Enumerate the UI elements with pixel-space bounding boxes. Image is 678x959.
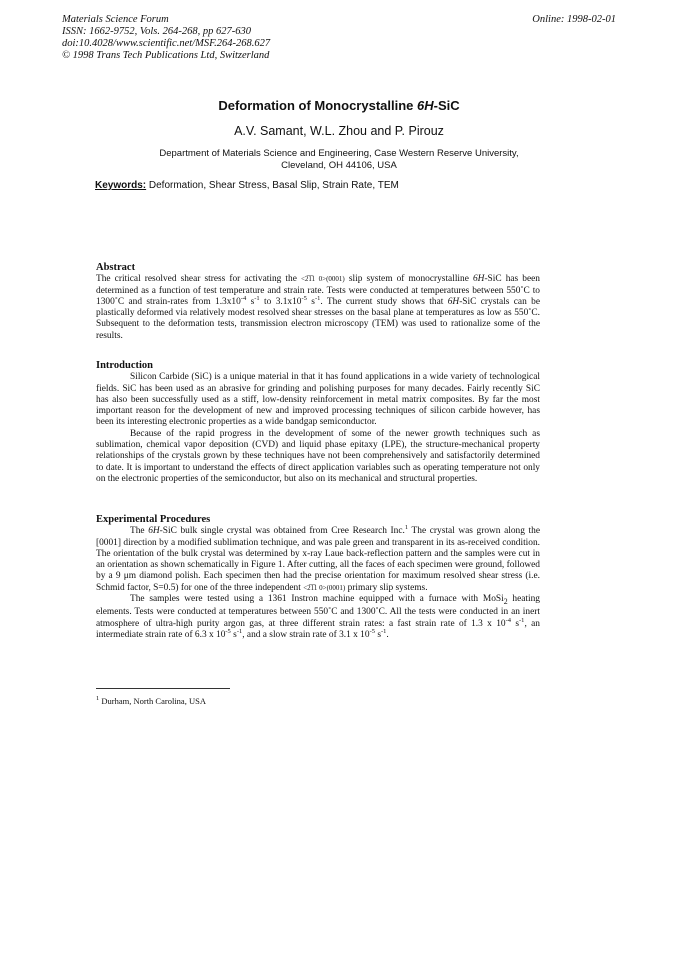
exponent: -1 [236, 627, 243, 635]
exponent: -1 [314, 294, 321, 302]
footnote-mark[interactable]: 1 [404, 524, 409, 532]
text-run: , and a slow strain rate of 3.1 x 10 [242, 629, 370, 640]
affiliation-line: Cleveland, OH 44106, USA [281, 160, 397, 171]
exponent: -1 [254, 294, 260, 302]
exponent: -4 [505, 616, 512, 624]
abstract-text [96, 274, 540, 342]
exponent: -1 [519, 616, 525, 624]
affiliation-line: Department of Materials Science and Engineering, Case Western Reserve University, [159, 148, 519, 159]
footnote-text: Durham, North Carolina, USA [99, 696, 206, 706]
text-run: slip system of monocrystalline [344, 274, 473, 285]
text-run: The [130, 526, 149, 537]
footnote-divider [96, 688, 230, 689]
experimental-heading: Experimental Procedures [96, 514, 211, 525]
slip-system: <2̅1̅1 0>(0001) [300, 275, 345, 284]
text-run: -SiC has been determined as a function of test temperature and strain rate. Tests were conducted at temperatures between 550˚C to 1300˚C and strain-rates from 1.3x10 [96, 274, 540, 307]
polytype: 6H [472, 274, 485, 285]
title-polytype: 6H [417, 98, 434, 113]
title-text: Deformation of Monocrystalline [218, 98, 417, 113]
journal-name: Materials Science Forum [62, 14, 169, 25]
text-run: The crystal was grown along the [0001] direction by a modified sublimation technique, and was pale green and transparent in its as-received condition. The orientation of the bulk crystal was determined by x-ray Laue back-reflection pattern and the samples were cut in an orientation as shown schematically in Figure 1. After cutting, all the faces of each specimen were ground, followed by a 9 μm diamond polish. Each specimen then had the precise orientation for maximum resolved shear stress (i.e. Schmid factor, S=0.5) for one of the three independent [96, 526, 540, 593]
copyright: © 1998 Trans Tech Publications Ltd, Switzerland [62, 50, 270, 61]
keywords [95, 180, 399, 191]
paper-title [0, 98, 678, 113]
text-run: , an intermediate strain rate of 6.3 x 10 [96, 618, 540, 640]
polytype: 6H [148, 526, 160, 537]
exponent: -4 [240, 294, 247, 302]
publication-meta [62, 14, 270, 62]
keywords-label: Keywords: [95, 180, 147, 191]
paragraph [96, 526, 540, 594]
experimental-section [96, 514, 540, 641]
text-run: s [306, 296, 315, 307]
polytype: 6H [447, 296, 460, 307]
footnote [96, 696, 206, 706]
text-run: -SiC crystals can be plastically deformed via relatively modest resolved shear stresses on the basal plane at temperatures as low as 550˚C. Subsequent to the deformation tests, transmission electron microscopy (TEM) was used to rationalize some of the results. [96, 296, 540, 341]
abstract-section [96, 262, 540, 342]
exponent: -5 [225, 627, 231, 635]
text-run: The critical resolved shear stress for activating the [96, 274, 301, 285]
introduction-heading: Introduction [96, 360, 153, 371]
subscript: 2 [503, 596, 508, 606]
text-run: s [230, 629, 237, 640]
text-run: s [511, 618, 520, 629]
text-run: . The current study shows that [320, 296, 448, 307]
doi[interactable]: doi:10.4028/www.scientific.net/MSF.264-268.627 [62, 38, 271, 49]
text-run: s [374, 629, 381, 640]
affiliation [100, 148, 578, 172]
paragraph: Silicon Carbide (SiC) is a unique material in that it has found applications in a wide variety of technological fields. SiC has been used as an abrasive for grinding and polishing purposes for many decades. Fairly recently SiC has also been successfully used as a stiff, low-density reinforcement in metal matrix composites. By far the most important reason for the development of new and improved processing techniques of silicon carbide however, has been its interesting electronic properties as a wide bandgap semiconductor. [96, 372, 540, 428]
footnote-number: 1 [96, 695, 100, 703]
text-run: The samples were tested using a 1361 Instron machine equipped with a furnace with MoSi [130, 594, 504, 605]
online-date: Online: 1998-02-01 [532, 14, 616, 25]
exponent: -1 [380, 627, 387, 635]
text-run: . [386, 629, 389, 640]
slip-system: <2̅1̅1 0>(0001) [303, 583, 346, 592]
abstract-heading: Abstract [96, 262, 136, 273]
text-run: primary slip systems. [345, 582, 428, 593]
paragraph [96, 594, 540, 641]
issn: ISSN: 1662-9752, Vols. 264-268, pp 627-630 [62, 26, 251, 37]
introduction-section [96, 360, 540, 485]
exponent: -5 [369, 627, 375, 635]
text-run: -SiC bulk single crystal was obtained from Cree Research Inc. [159, 526, 405, 537]
text-run: to 3.1x10 [259, 296, 302, 307]
keywords-list: Deformation, Shear Stress, Basal Slip, Strain Rate, TEM [146, 180, 399, 191]
text-run: s [246, 296, 255, 307]
exponent: -5 [301, 294, 307, 302]
paragraph: Because of the rapid progress in the development of some of the newer growth techniques such as sublimation, chemical vapor deposition (CVD) and liquid phase epitaxy (LPE), the structure-mechanical property relationships of the crystals grown by these techniques have not been comprehensively and satisfactorily determined to date. It is important to understand the effects of direct application variables such as operating temperature not only on the electronic properties of the semiconductor, but also on its mechanical and structural properties. [96, 428, 540, 484]
authors: A.V. Samant, W.L. Zhou and P. Pirouz [234, 124, 444, 138]
text-run: heating elements. Tests were conducted at temperatures between 550˚C and 1300˚C. All the tests were conducted in an inert atmosphere of ultra-high purity argon gas, at three different strain rates: a fast strain rate of 1.3 x 10 [96, 594, 540, 629]
title-material: -SiC [433, 98, 460, 113]
